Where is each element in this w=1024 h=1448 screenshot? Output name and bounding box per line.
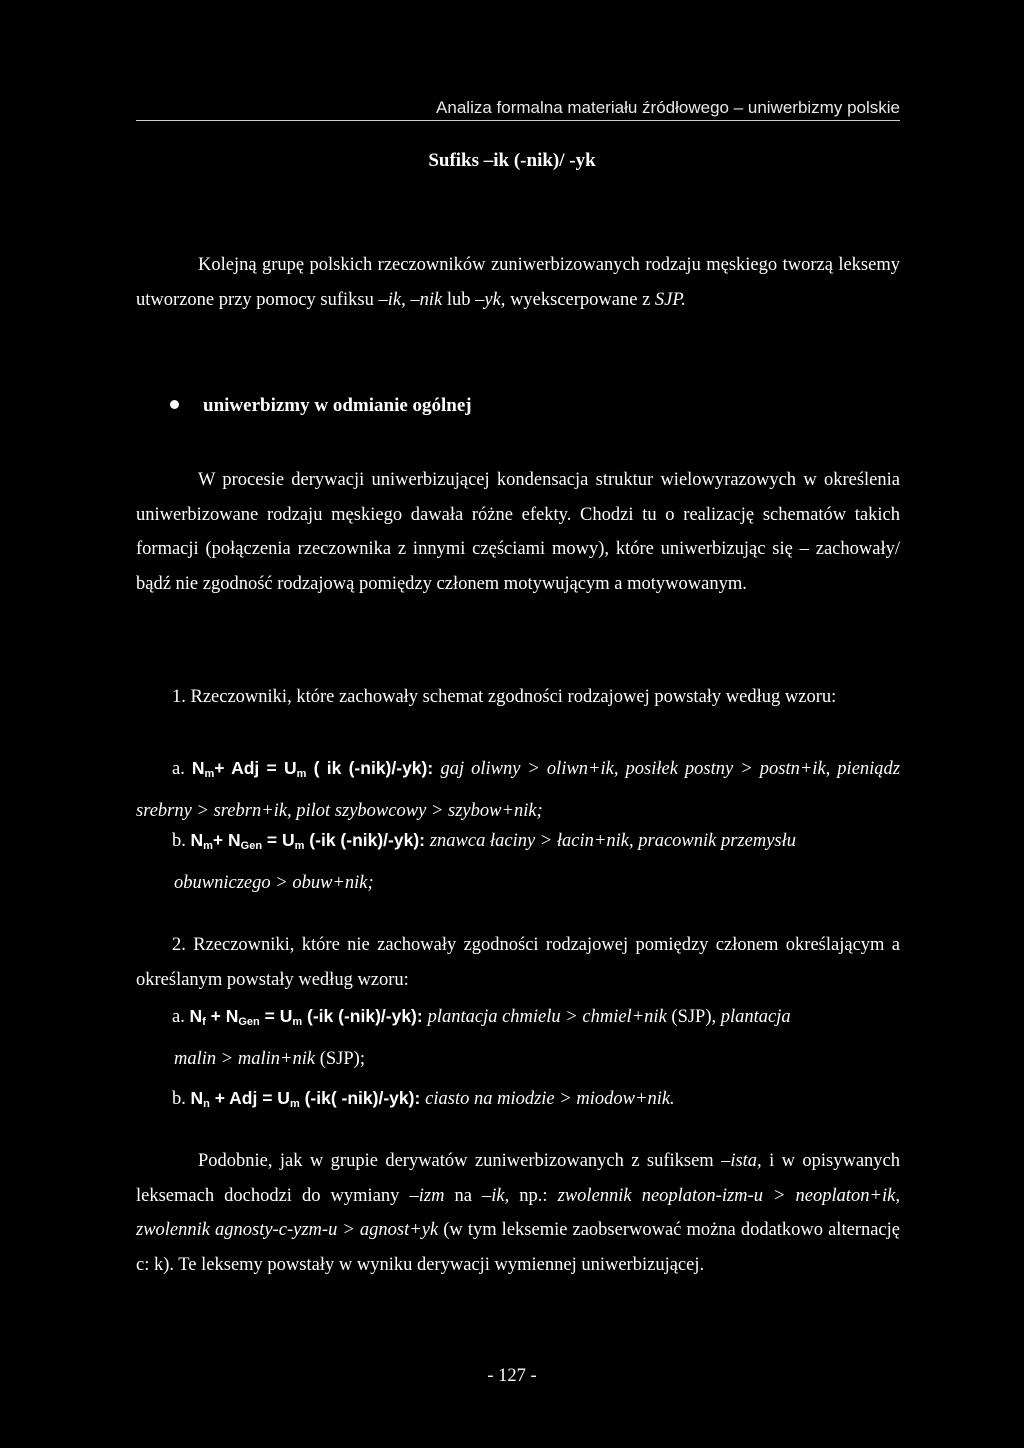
paragraph-derivation: W procesie derywacji uniwerbizującej kondensacja struktur wielowyrazowych w określenia uniwerbizowane rodzaju męskiego dawała różne efekty. Chodzi tu o realizację schematów takich formacji (połączenia rzeczownika z innymi częściami mowy), które uniwerbizując się – zachowały/ bądź nie zgodność rodzajową pomiędzy członem motywującym a motywowanym. (136, 470, 900, 594)
item-2b-example: ciasto na miodzie > miodow+nik. (425, 1089, 675, 1109)
intro-rest: wyekscerpowane z (505, 289, 655, 310)
suffix-izm: –izm (409, 1185, 445, 1206)
alternation-examples: zwolennik neoplaton-izm-u > neoplaton+ik, zwolennik agnosty-c-yzm-u > agnost+yk (136, 1185, 901, 1240)
suffix-ik: –ik, (378, 289, 406, 310)
item-1b-label: b. (172, 831, 191, 851)
item-2a-sjp-1: (SJP), (666, 1007, 721, 1027)
intro-text: Kolejną grupę polskich rzeczowników zuniwerbizowanych rodzaju męskiego tworzą leksemy utworzone przy pomocy sufiksu (136, 255, 900, 310)
page-number: - 127 - (487, 1366, 537, 1386)
running-header: Analiza formalna materiału źródłowego – uniwerbizmy polskie (136, 98, 900, 121)
item-1b-examples-cont: obuwniczego > obuw+nik; (174, 873, 374, 893)
suffix-yk: –yk, (475, 289, 506, 310)
suffix-ista: –ista, (721, 1151, 762, 1171)
item-2a-sjp-2: (SJP); (315, 1049, 365, 1069)
item-2b-formula: $N_n$ + Adj = $U_m$ (-ik( -nik)/-yk): (190, 1088, 426, 1110)
item-2a (136, 998, 900, 1078)
sjp-ref: SJP. (654, 289, 686, 310)
item-2b (136, 1080, 900, 1123)
item-2a-example-2: plantacja (720, 1007, 791, 1027)
item-1a-formula: $N_m+$ Adj = $U_m$ ( ik (-nik)/-yk): (191, 758, 441, 780)
bullet-text: uniwerbizmy w odmianie ogólnej (203, 395, 472, 416)
intro-paragraph (136, 248, 900, 317)
item-1a (136, 750, 900, 830)
item-2a-formula: $N_f + N_{Gen} = U_m$ (-ik (-nik)/-yk): (189, 1006, 428, 1028)
item-2a-example-3: malin > malin+nik (174, 1049, 316, 1069)
item-1b-formula: $N_m+ N_{Gen} = U_m$ (-ik (-nik)/-yk): (190, 830, 430, 852)
item-2a-example-1: plantacja chmielu > chmiel+nik (427, 1007, 667, 1027)
intro-lub: lub (442, 289, 476, 310)
paragraph-alternation: Podobnie, jak w grupie derywatów zuniwerbizowanych z sufiksem –ista, i w opisywanych leksemach dochodzi do wymiany –izm na –ik, np.: zwolennik neoplaton-izm-u > neoplaton+ik, zwolennik agnosty-c-yzm-u > agnost+yk (w tym leksemie zaobserwować można dodatkowo alternację c: k). Te leksemy powstały w wyniku derywacji wymiennej uniwerbizującej. (136, 1151, 901, 1275)
item-1-heading: 1. Rzeczowniki, które zachowały schemat zgodności rodzajowej powstały według wzoru: (172, 687, 837, 707)
suffix-nik: –nik (410, 289, 443, 310)
bullet-dot-icon (170, 400, 179, 409)
section-title: Sufiks –ik (-nik)/ -yk (428, 150, 596, 171)
item-1a-examples: gaj oliwny > oliwn+ik, posiłek postny > postn+ik, pieniądz srebrny > srebrn+ik, pilot szybowcowy > szybow+nik; (136, 759, 900, 821)
item-2-heading: 2. Rzeczowniki, które nie zachowały zgodności rodzajowej pomiędzy członem określającym a określanym powstały według wzoru: (136, 935, 900, 990)
item-1b (136, 822, 900, 902)
item-2b-label: b. (172, 1089, 191, 1109)
item-1a-label: a. (172, 759, 192, 779)
item-2a-label: a. (172, 1007, 190, 1027)
item-1b-examples: znawca łaciny > łacin+nik, pracownik przemysłu (429, 831, 796, 851)
suffix-ik-2: –ik, (482, 1185, 510, 1206)
bullet-heading (170, 395, 472, 417)
